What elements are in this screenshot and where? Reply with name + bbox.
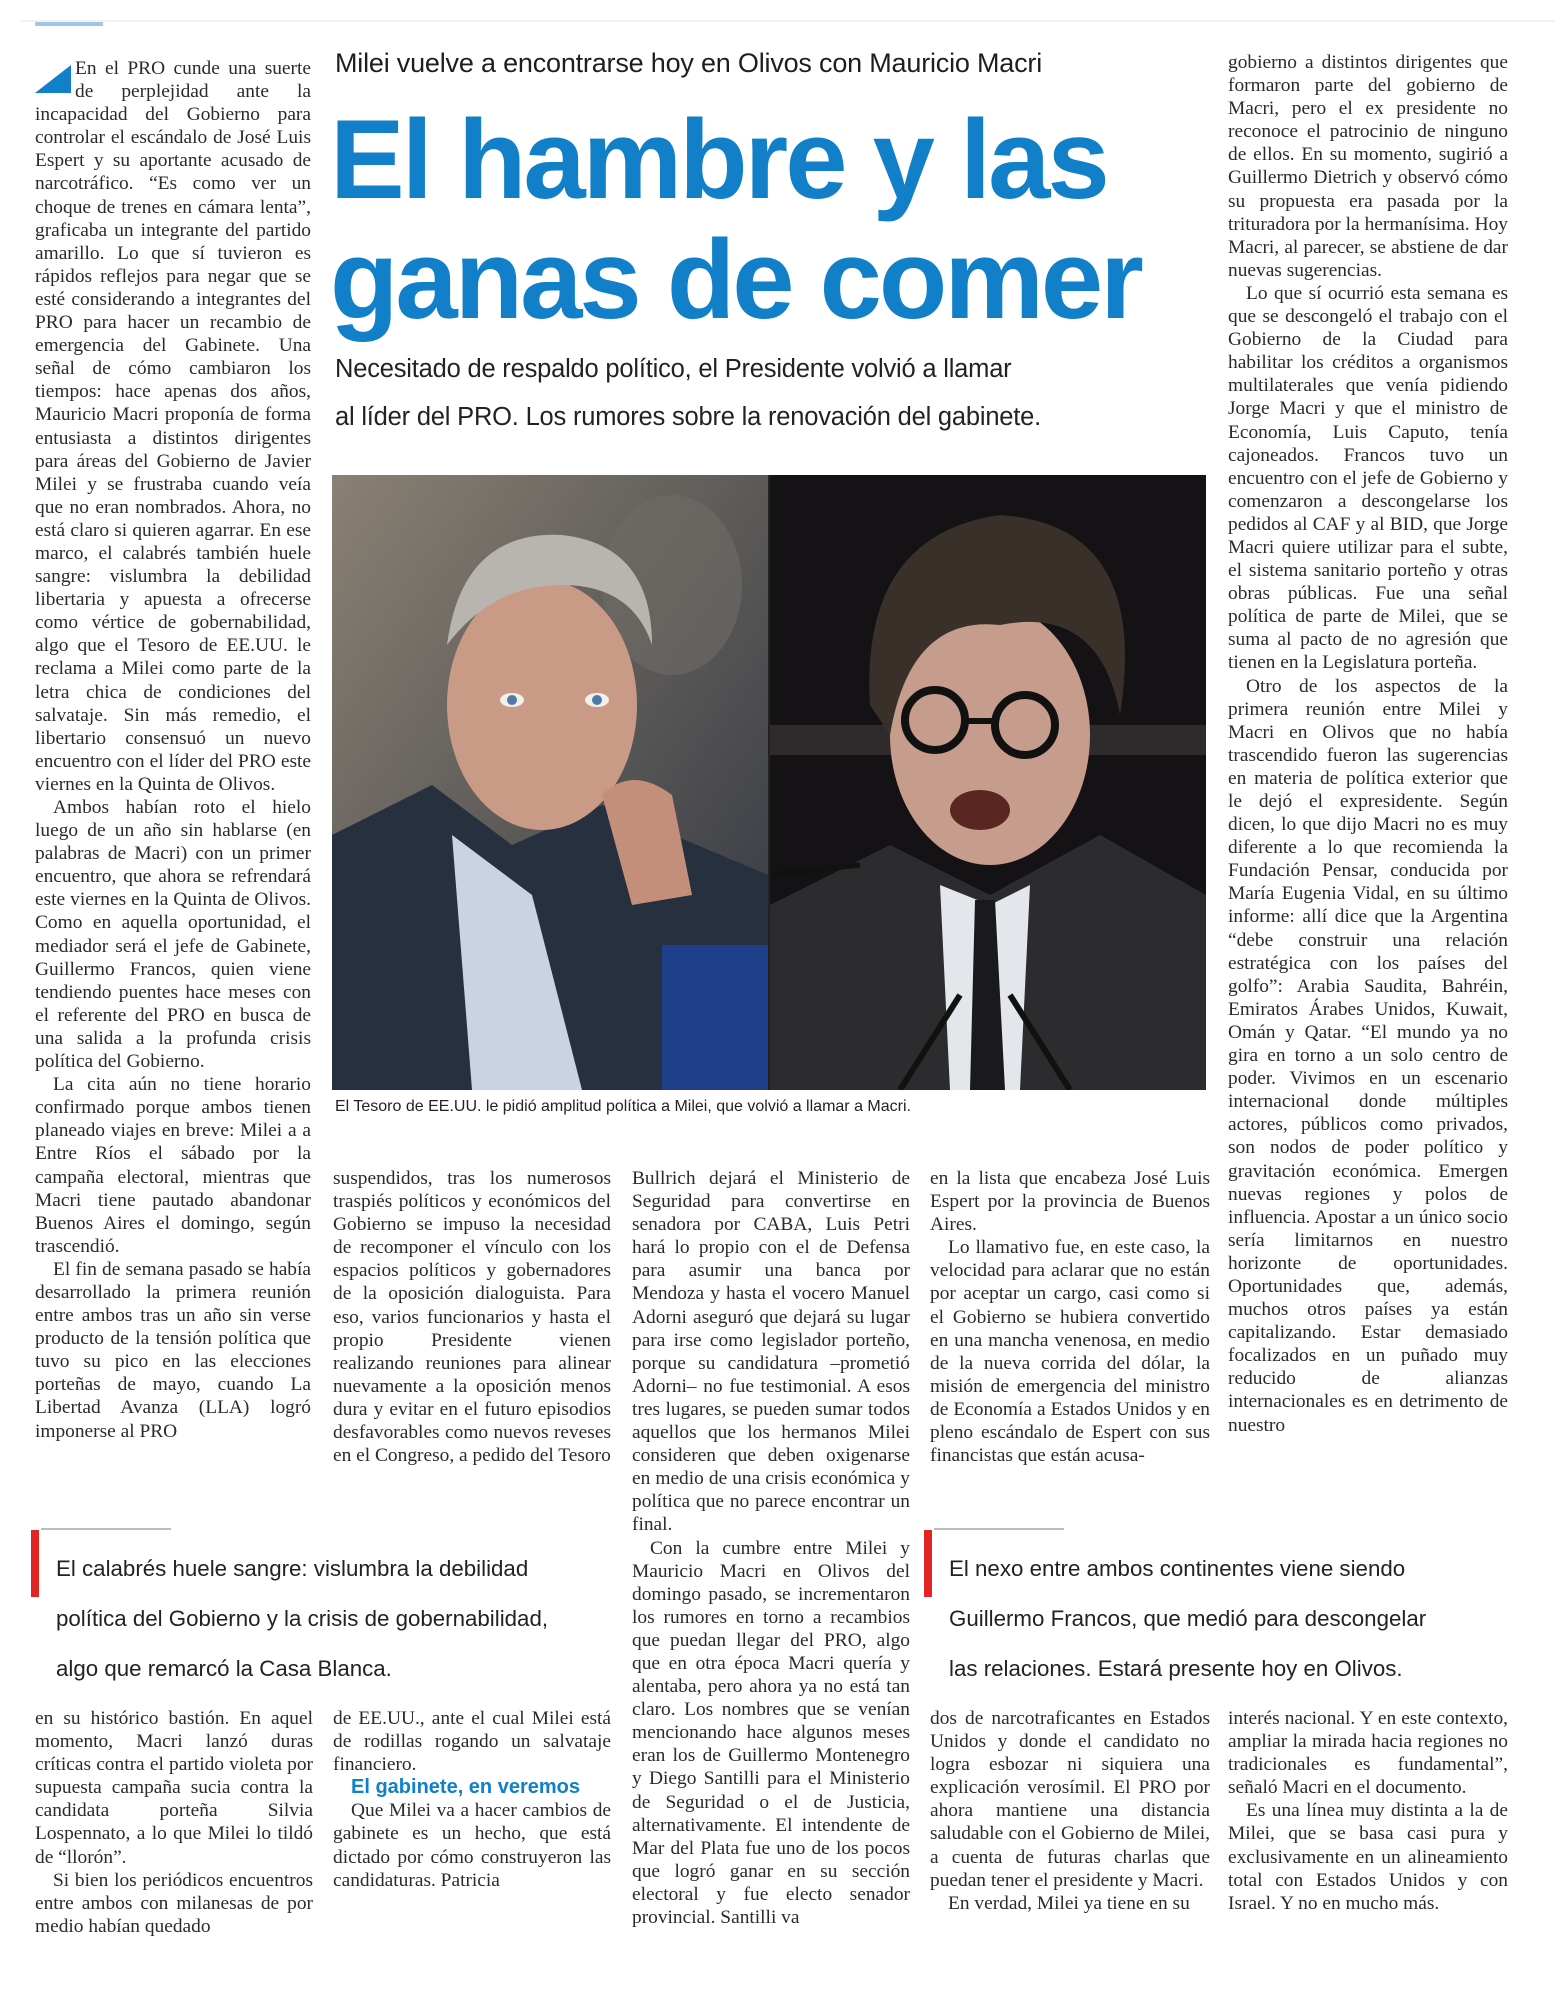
headline xyxy=(330,97,1141,342)
top-divider xyxy=(20,20,1555,22)
paragraph: En verdad, Milei ya tiene en su xyxy=(948,1892,1190,1914)
paragraph: Si bien los periódicos encuentros entre ambos con milanesas de por medio habían quedado xyxy=(35,1869,313,1937)
paragraph: Con la cumbre entre Milei y Mauricio Macri en Olivos del domingo pasado, se incrementaron los rumores en torno a recambios que puedan llegar del PRO, algo que en otra época Macri quería y alentaba, pero ahora ya no está tan claro. Los nombres que se venían mencionando hace algunos meses eran los de Guillermo Montenegro y Diego Santilli para el Ministerio de Seguridad o el de Justicia, alternativamente. El intendente de Mar del Plata fue uno de los pocos que logró ganar en su sección electoral y fue electo senador provincial. Santilli va xyxy=(632,1537,910,1928)
article-column-2 xyxy=(333,1167,611,1467)
article-column-1-bottom xyxy=(35,1707,313,1938)
photo-caption: El Tesoro de EE.UU. le pidió amplitud política a Milei, que volvió a llamar a Macri. xyxy=(335,1098,911,1115)
headline-line: ganas de comer xyxy=(330,217,1141,342)
paragraph: interés nacional. Y en este contexto, ampliar la mirada hacia regiones no tradicionales es fundamental”, señaló Macri en el documento. xyxy=(1228,1708,1508,1799)
paragraph: dos de narcotraficantes en Estados Unidos y donde el candidato no logra esbozar ni siquiera una explicación verosímil. El PRO por ahora mantiene una distancia saludable con el Gobierno de Milei, a cuenta de futuras charlas que puedan tener el presidente y Macri. xyxy=(930,1708,1210,1891)
paragraph: Que Milei va a hacer cambios de gabinete es un hecho, que está dictado por cómo construyeron las candidaturas. Patricia xyxy=(333,1800,611,1891)
lead-photo xyxy=(332,475,1206,1090)
section-heading: El gabinete, en veremos xyxy=(351,1776,580,1799)
pull-quote xyxy=(31,1520,621,1680)
pull-quote-rule xyxy=(41,1528,171,1530)
paragraph: Lo que sí ocurrió esta semana es que se descongeló el trabajo con el Gobierno de la Ciudad para habilitar los créditos a organismos multilaterales que venía pidiendo Jorge Macri y que el ministro de Economía, Luis Caputo, tenía cajoneados. Francos tuvo un encuentro con el jefe de Gobierno y comenzaron a descongelarse los pedidos al CAF y al BID, que Jorge Macri quiere utilizar para el subte, el sistema sanitario porteño y otras obras públicas. Fue una señal política de parte de Milei, que se suma al pacto de no agresión que tienen en la Legislatura porteña. xyxy=(1228,282,1508,674)
paragraph: Ambos habían roto el hielo luego de un año sin hablarse (en palabras de Macri) con un primer encuentro, que ahora se refrendará este viernes en la Quinta de Olivos. Como en aquella oportunidad, el mediador será el jefe de Gabinete, Guillermo Francos, quien viene tendiendo puentes hace meses con el referente del PRO en busca de una salida a la profunda crisis política del Gobierno. xyxy=(35,797,311,1073)
pull-quote-text: El nexo entre ambos continentes viene siendo Guillermo Francos, que medió para descongelar las relaciones. Estará presente hoy en Olivos. xyxy=(949,1556,1427,1681)
paragraph: de EE.UU., ante el cual Milei está de rodillas rogando un salvataje financiero. xyxy=(333,1708,611,1776)
paragraph: Lo llamativo fue, en este caso, la velocidad para aclarar que no están por aceptar un cargo, casi como si el Gobierno se hubiera convertido en una mancha venenosa, en medio de la nueva corrida del dólar, la misión de emergencia del ministro de Economía a Estados Unidos y en pleno escándalo de Espert con sus financistas que están acusa- xyxy=(930,1237,1210,1467)
paragraph: Otro de los aspectos de la primera reunión entre Milei y Macri en Olivos que no había trascendido fueron las sugerencias en materia de política exterior que le dejó el expresidente. Según dicen, lo que dijo Macri no es muy diferente a lo que recomienda la Fundación Pensar, conducida por María Eugenia Vidal, en su último informe: allí dice que la Argentina “debe construir una relación estratégica con los países del golfo”: Arabia Saudita, Bahréin, Emiratos Árabes Unidos, Kuwait, Omán y Qatar. “El mundo ya no gira en torno a un solo centro de poder. Vivimos en un escenario internacional donde múltiples actores, públicos como privados, son nodos de poder político y gravitación económica. Emergen nuevas regiones y polos de influencia. Apostar a un único socio sería limitarnos en nuestro horizonte de oportunidades. Oportunidades que, además, muchos otros países ya están capitalizando. Estar demasiado focalizados en un puñado muy reducido de alianzas internacionales es en detrimento de nuestro xyxy=(1228,675,1508,1436)
article-column-5-bottom xyxy=(1228,1707,1508,1915)
article-column-5 xyxy=(1228,51,1508,1437)
pull-quote-bar xyxy=(31,1530,39,1597)
pull-quote-text: El calabrés huele sangre: vislumbra la debilidad política del Gobierno y la crisis de gobernabilidad, algo que remarcó la Casa Blanca. xyxy=(56,1556,549,1681)
paragraph: en la lista que encabeza José Luis Espert por la provincia de Buenos Aires. xyxy=(930,1168,1210,1236)
lead-triangle-icon xyxy=(35,65,71,93)
pull-quote-rule xyxy=(934,1528,1064,1530)
article-column-2-bottom xyxy=(333,1707,611,1892)
pull-quote xyxy=(924,1520,1524,1680)
article-column-4 xyxy=(930,1167,1210,1467)
subheadline-line: al líder del PRO. Los rumores sobre la renovación del gabinete. xyxy=(335,403,1042,431)
paragraph: gobierno a distintos dirigentes que formaron parte del gobierno de Macri, pero el ex presidente no reconoce el patrocinio de ninguno de ellos. En su momento, sugirió a Guillermo Dietrich y observó cómo su propuesta era pasada por la trituradora por la hermanísima. Hoy Macri, al parecer, se abstiene de dar nuevas sugerencias. xyxy=(1228,52,1508,281)
paragraph: en su histórico bastión. En aquel momento, Macri lanzó duras críticas contra el partido violeta por supuesta campaña sucia contra la candidata porteña Silvia Lospennato, a lo que Milei lo tildó de “llorón”. xyxy=(35,1708,313,1868)
article-column-3 xyxy=(632,1167,910,1929)
paragraph: En el PRO cunde una suerte de perplejidad ante la incapacidad del Gobierno para controlar el escándalo de José Luis Espert y su aportante acusado de narcotráfico. “Es como ver un choque de trenes en cámara lenta”, graficaba un integrante del partido amarillo. Lo que sí tuvieron es rápidos reflejos para negar que se esté considerando a integrantes del PRO para hacer un recambio de emergencia del Gabinete. Una señal de cómo cambiaron los tiempos: hace apenas dos años, Mauricio Macri proponía de forma entusiasta a distintos dirigentes para áreas del Gobierno de Javier Milei y se frustraba cuando veía que no eran nombrados. Ahora, no está claro si quieren agarrar. En ese marco, el calabrés también huele sangre: vislumbra la debilidad libertaria y apuesta a ofrecerse como vértice de gobernabilidad, algo que el Tesoro de EE.UU. le reclama a Milei como parte de la letra chica de condiciones del salvataje. Sin más remedio, el libertario consensuó un nuevo encuentro con el líder del PRO este viernes en la Quinta de Olivos. xyxy=(35,58,311,795)
article-column-4-bottom xyxy=(930,1707,1210,1915)
paragraph: suspendidos, tras los numerosos traspiés políticos y económicos del Gobierno se impuso la necesidad de recomponer el vínculo con los espacios políticos y gobernadores de la oposición dialoguista. Para eso, varios funcionarios y hasta el propio Presidente vienen realizando reuniones para alinear nuevamente a la oposición menos dura y evitar en el futuro episodios desfavorables como nuevos reveses en el Congreso, a pedido del Tesoro xyxy=(333,1168,611,1467)
headline-line: El hambre y las xyxy=(330,97,1107,222)
paragraph: El fin de semana pasado se había desarrollado la primera reunión entre ambos tras un año sin verse producto de la tensión política que tuvo su pico en las elecciones porteñas de mayo, cuando La Libertad Avanza (LLA) logró imponerse al PRO xyxy=(35,1258,311,1442)
article-column-1 xyxy=(35,57,311,1443)
section-accent-bar xyxy=(35,22,103,26)
photo-macri xyxy=(332,475,768,1090)
subheadline xyxy=(335,345,1215,441)
paragraph: Bullrich dejará el Ministerio de Seguridad para convertirse en senadora por CABA, Luis Petri hará lo propio con el de Defensa para asumir una banca por Mendoza y hasta el vocero Manuel Adorni aseguró que dejará su lugar para irse como legislador porteño, porque su candidatura –prometió Adorni– no fue testimonial. A esos tres lugares, se pueden sumar todos aquellos que los hermanos Milei consideren que deben oxigenarse en medio de una crisis económica y política que no parece encontrar un final. xyxy=(632,1168,910,1536)
paragraph: Es una línea muy distinta a la de Milei, que se basa casi pura y exclusivamente en un alineamiento total con Estados Unidos y con Israel. Y no en mucho más. xyxy=(1228,1800,1508,1914)
photo-milei xyxy=(770,475,1206,1090)
pull-quote-bar xyxy=(924,1530,932,1597)
paragraph: La cita aún no tiene horario confirmado porque ambos tienen planeado viajes en breve: Milei a a Entre Ríos el sábado por la campaña electoral, mientras que Macri tiene pautado abandonar Buenos Aires el domingo, según trascendió. xyxy=(35,1074,311,1257)
kicker: Milei vuelve a encontrarse hoy en Olivos con Mauricio Macri xyxy=(335,48,1042,78)
subheadline-line: Necesitado de respaldo político, el Presidente volvió a llamar xyxy=(335,355,1012,383)
